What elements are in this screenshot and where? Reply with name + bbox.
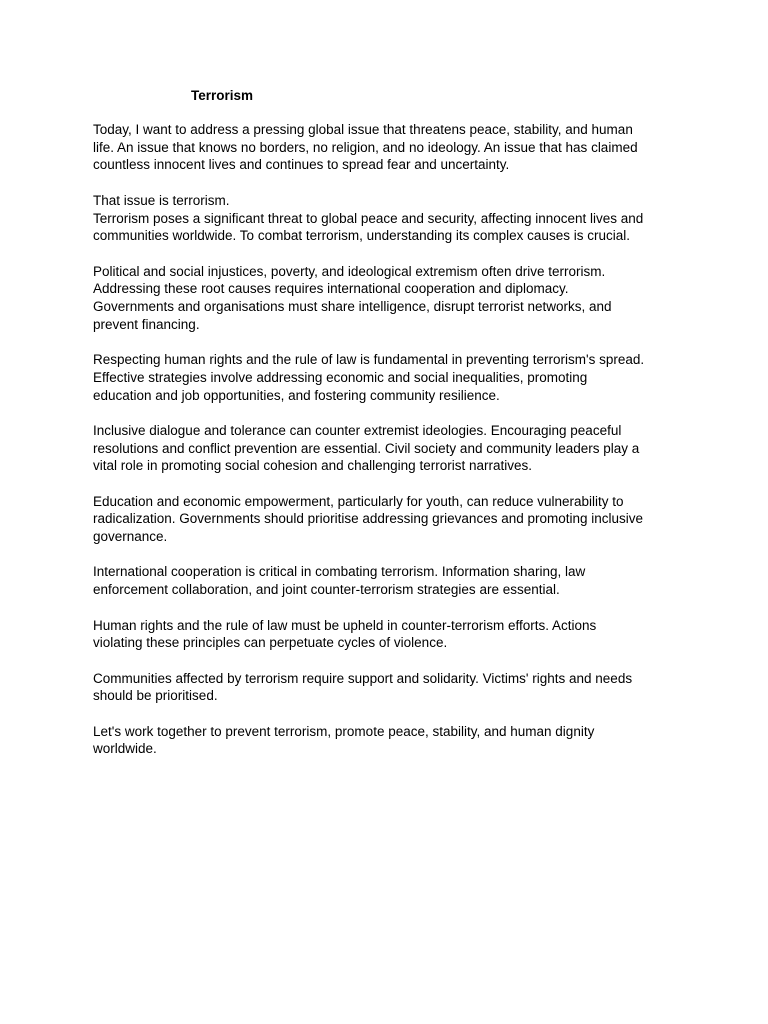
paragraph-education: Education and economic empowerment, particularly for youth, can reduce vulnerability to radicalization. Governments should prioritise addressing grievances and promoting inclusive governance. — [93, 493, 644, 545]
paragraph-communities: Communities affected by terrorism require support and solidarity. Victims' rights and needs should be prioritised. — [93, 670, 633, 704]
paragraph-intro: Today, I want to address a pressing global issue that threatens peace, stability, and human life. An issue that knows no borders, no religion, and no ideology. An issue that has claimed countless innocent lives and continues to spread fear and uncertainty. — [93, 122, 638, 173]
paragraph-causes: Political and social injustices, poverty, and ideological extremism often drive terrorism. Addressing these root causes requires international cooperation and diplomacy. Governments and organisations must share intelligence, disrupt terrorist networks, and prevent financing. — [93, 263, 612, 332]
paragraph-dialogue: Inclusive dialogue and tolerance can counter extremist ideologies. Encouraging peaceful resolutions and conflict prevention are essential. Civil society and community leaders play a vital role in promoting social cohesion and challenging terrorist narratives. — [93, 422, 640, 474]
document-title: Terrorism — [191, 88, 254, 103]
paragraph-cooperation: International cooperation is critical in combating terrorism. Information sharing, law enforcement collaboration, and joint counter-terrorism strategies are essential. — [93, 564, 586, 598]
document-body — [93, 121, 683, 776]
paragraph-issue: That issue is terrorism. Terrorism poses a significant threat to global peace and security, affecting innocent lives and communities worldwide. To combat terrorism, understanding its complex causes is crucial. — [93, 192, 644, 244]
paragraph-human-rights: Respecting human rights and the rule of law is fundamental in preventing terrorism's spread. Effective strategies involve addressing economic and social inequalities, promoting education and job opportunities, and fostering community resilience. — [93, 352, 645, 403]
paragraph-conclusion: Let's work together to prevent terrorism, promote peace, stability, and human dignity worldwide. — [93, 723, 595, 757]
paragraph-rule-of-law: Human rights and the rule of law must be upheld in counter-terrorism efforts. Actions violating these principles can perpetuate cycles of violence. — [93, 617, 597, 651]
